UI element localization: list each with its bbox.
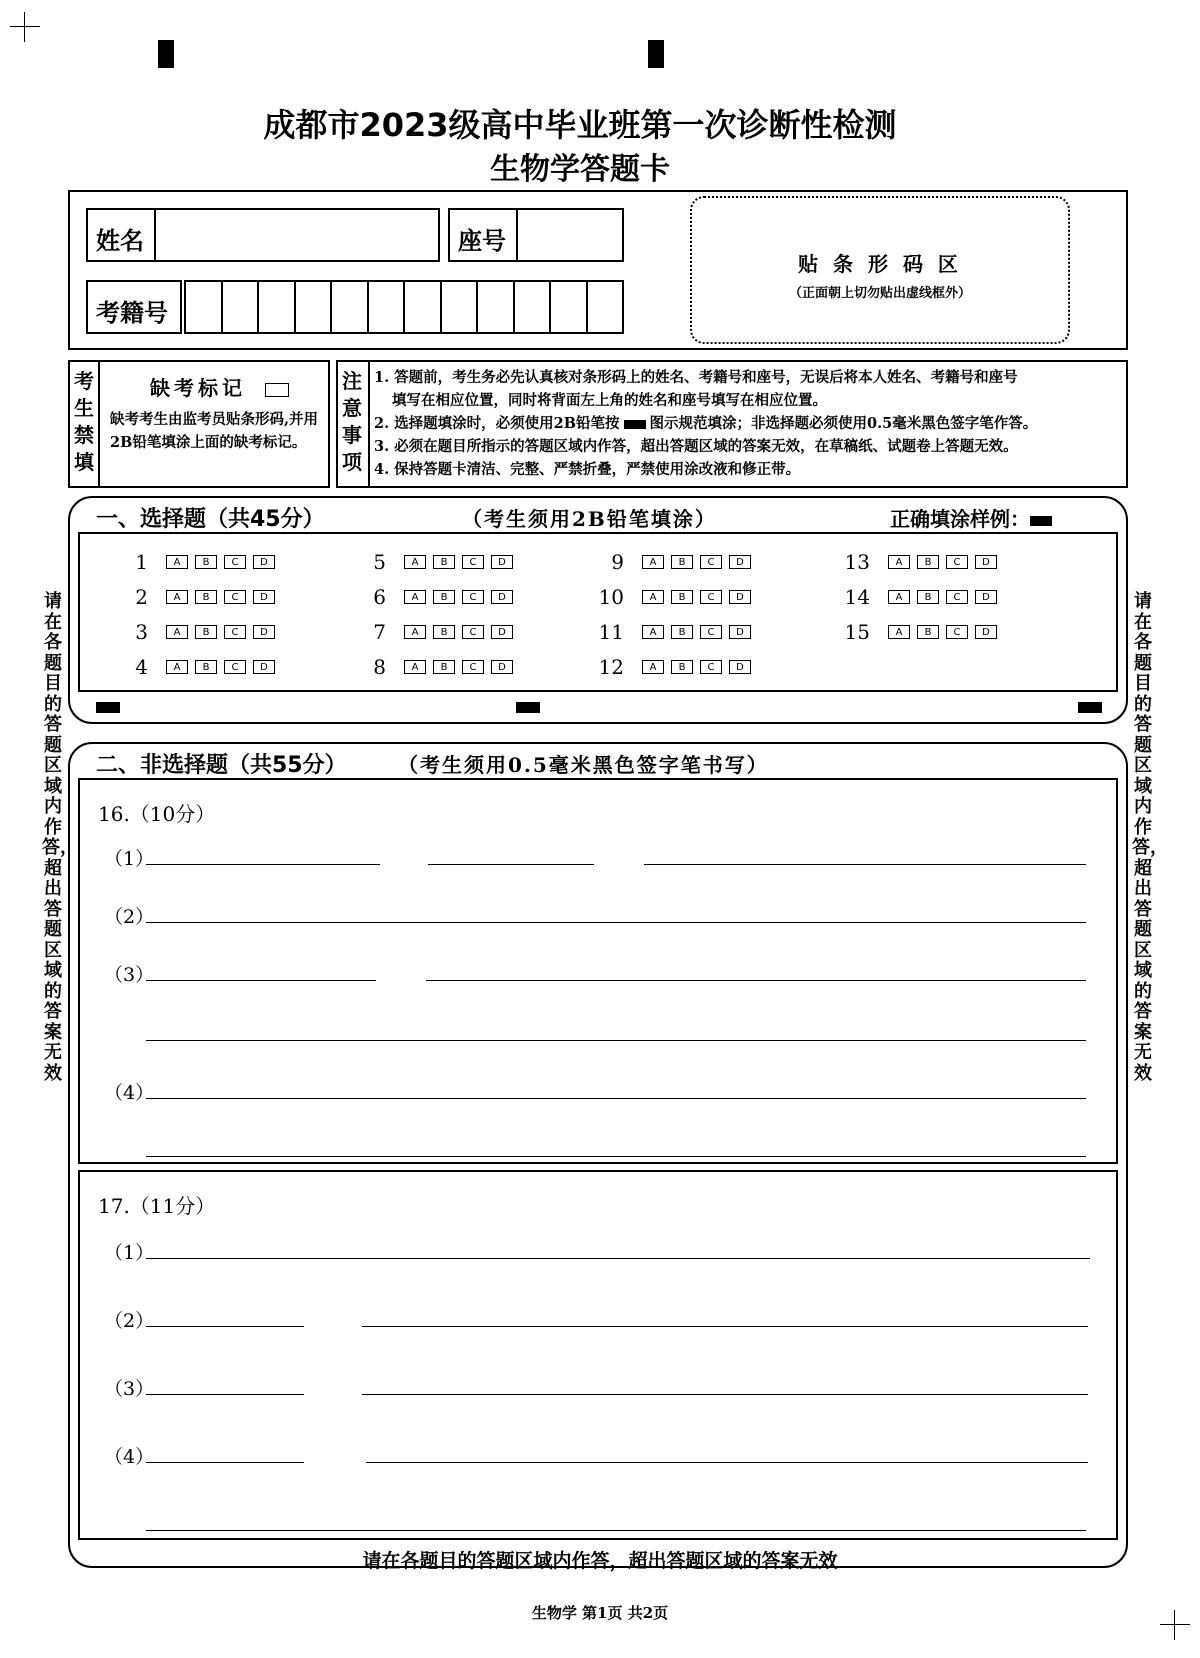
- option-bubble-a[interactable]: A: [642, 625, 664, 639]
- page-title: 成都市2023级高中毕业班第一次诊断性检测: [263, 106, 897, 144]
- section2-title: 二、非选择题（共55分）: [96, 753, 347, 778]
- option-bubble-b[interactable]: B: [195, 660, 217, 674]
- option-bubble-b[interactable]: B: [917, 590, 939, 604]
- option-bubble-a[interactable]: A: [888, 555, 910, 569]
- absent-mark-box[interactable]: [265, 383, 289, 397]
- barcode-title: 贴 条 形 码 区: [798, 252, 962, 276]
- option-bubble-c[interactable]: C: [700, 555, 722, 569]
- section1-instruction: （考生须用2B铅笔填涂）: [462, 507, 717, 531]
- exam-id-digit-box[interactable]: [184, 280, 223, 334]
- choice-question-8: [358, 655, 520, 679]
- question-number: 5: [373, 550, 386, 574]
- choice-question-14: [842, 585, 1004, 609]
- q16-part-3: （3）: [104, 964, 155, 986]
- option-bubble-d[interactable]: D: [491, 660, 513, 674]
- option-bubble-a[interactable]: A: [166, 625, 188, 639]
- question-number: 12: [598, 655, 624, 679]
- option-bubble-c[interactable]: C: [946, 625, 968, 639]
- choice-question-6: [358, 585, 520, 609]
- bottom-warning: 请在各题目的答题区域内作答，超出答题区域的答案无效: [362, 1550, 838, 1572]
- question-number: 13: [844, 550, 870, 574]
- exam-id-digit-box[interactable]: [440, 280, 479, 334]
- question-number: 11: [598, 620, 624, 644]
- option-bubble-d[interactable]: D: [975, 555, 997, 569]
- option-bubble-b[interactable]: B: [433, 590, 455, 604]
- option-bubble-d[interactable]: D: [253, 590, 275, 604]
- option-bubble-c[interactable]: C: [946, 555, 968, 569]
- option-bubble-d[interactable]: D: [729, 660, 751, 674]
- q17-label: 17.（11分）: [98, 1194, 216, 1218]
- page-footer: 生物学 第1页 共2页: [531, 1604, 669, 1622]
- question-number: 14: [844, 585, 870, 609]
- notes-line-4: 3. 必须在题目所指示的答题区域内作答，超出答题区域的答案无效，在草稿纸、试题卷上答题无效。: [374, 438, 1018, 455]
- option-bubble-b[interactable]: B: [433, 660, 455, 674]
- timing-mark: [648, 40, 664, 68]
- absent-instruction: 缺考考生由监考员贴条形码,并用2B铅笔填涂上面的缺考标记。: [110, 411, 319, 451]
- q17-part-2: （2）: [104, 1310, 155, 1332]
- option-bubble-a[interactable]: A: [404, 625, 426, 639]
- exam-id-digit-box[interactable]: [403, 280, 442, 334]
- option-bubble-a[interactable]: A: [166, 660, 188, 674]
- question-number: 3: [135, 620, 148, 644]
- option-bubble-c[interactable]: C: [700, 625, 722, 639]
- option-bubble-a[interactable]: A: [166, 555, 188, 569]
- answer-line[interactable]: [146, 980, 376, 981]
- option-bubble-b[interactable]: B: [917, 625, 939, 639]
- option-bubble-b[interactable]: B: [671, 590, 693, 604]
- q16-part-1: （1）: [104, 848, 155, 870]
- filled-sample-mark: [624, 420, 646, 429]
- section2-instruction: （考生须用0.5毫米黑色签字笔书写）: [398, 753, 769, 777]
- option-bubble-d[interactable]: D: [729, 625, 751, 639]
- choice-question-10: [596, 585, 758, 609]
- option-bubble-c[interactable]: C: [224, 590, 246, 604]
- option-bubble-d[interactable]: D: [729, 590, 751, 604]
- q17-part-1: （1）: [104, 1242, 155, 1264]
- question-number: 1: [135, 550, 148, 574]
- notes-line-5: 4. 保持答题卡清洁、完整、严禁折叠，严禁使用涂改液和修正带。: [374, 461, 801, 478]
- option-bubble-a[interactable]: A: [888, 625, 910, 639]
- choice-question-4: [120, 655, 282, 679]
- q16-area: [78, 778, 1118, 1164]
- absent-panel: [68, 360, 330, 488]
- option-bubble-d[interactable]: D: [491, 625, 513, 639]
- notes-line-3: 2. 选择题填涂时，必须使用2B铅笔按 图示规范填涂；非选择题必须使用0.5毫米黑色签字笔作答。: [374, 415, 1038, 432]
- answer-line[interactable]: [428, 864, 594, 865]
- option-bubble-b[interactable]: B: [671, 625, 693, 639]
- choice-question-7: [358, 620, 520, 644]
- question-number: 2: [135, 585, 148, 609]
- name-field[interactable]: [154, 208, 440, 262]
- question-number: 6: [373, 585, 386, 609]
- answer-line[interactable]: [362, 1394, 1088, 1395]
- option-bubble-a[interactable]: A: [404, 660, 426, 674]
- option-bubble-c[interactable]: C: [224, 660, 246, 674]
- option-bubble-b[interactable]: B: [195, 590, 217, 604]
- answer-line[interactable]: [146, 1040, 1086, 1041]
- question-number: 4: [135, 655, 148, 679]
- option-bubble-b[interactable]: B: [433, 555, 455, 569]
- option-bubble-d[interactable]: D: [253, 660, 275, 674]
- answer-line[interactable]: [146, 1258, 1090, 1259]
- page-subtitle: 生物学答题卡: [490, 152, 670, 187]
- option-bubble-d[interactable]: D: [975, 590, 997, 604]
- option-bubble-d[interactable]: D: [491, 590, 513, 604]
- side-warning-left: 请在各题目的答题区域内作答，超出答题区域的答案无效: [42, 591, 78, 1084]
- option-bubble-a[interactable]: A: [888, 590, 910, 604]
- answer-line[interactable]: [146, 864, 380, 865]
- question-number: 15: [844, 620, 870, 644]
- question-number: 10: [598, 585, 624, 609]
- q16-part-2: （2）: [104, 906, 155, 928]
- answer-line[interactable]: [146, 1394, 304, 1395]
- exam-id-digit-box[interactable]: [367, 280, 406, 334]
- answer-line[interactable]: [644, 864, 1086, 865]
- exam-id-digit-box[interactable]: [330, 280, 369, 334]
- option-bubble-d[interactable]: D: [253, 625, 275, 639]
- option-bubble-a[interactable]: A: [404, 555, 426, 569]
- option-bubble-c[interactable]: C: [224, 625, 246, 639]
- barcode-note: （正面朝上切勿贴出虚线框外）: [788, 286, 971, 301]
- answer-line[interactable]: [426, 980, 1086, 981]
- option-bubble-a[interactable]: A: [166, 590, 188, 604]
- option-bubble-c[interactable]: C: [462, 590, 484, 604]
- option-bubble-d[interactable]: D: [729, 555, 751, 569]
- choice-question-13: [842, 550, 1004, 574]
- option-bubble-c[interactable]: C: [946, 590, 968, 604]
- question-number: 7: [373, 620, 386, 644]
- option-bubble-c[interactable]: C: [462, 555, 484, 569]
- choice-question-9: [596, 550, 758, 574]
- q17-part-3: （3）: [104, 1378, 155, 1400]
- answer-line[interactable]: [146, 1462, 304, 1463]
- choice-question-1: [120, 550, 282, 574]
- option-bubble-a[interactable]: A: [404, 590, 426, 604]
- option-bubble-a[interactable]: A: [642, 590, 664, 604]
- exam-id-digit-box[interactable]: [549, 280, 588, 334]
- option-bubble-b[interactable]: B: [195, 555, 217, 569]
- option-bubble-c[interactable]: C: [700, 590, 722, 604]
- seat-label-cell: 座号: [448, 208, 518, 262]
- answer-line[interactable]: [146, 1326, 304, 1327]
- notes-side-label: 注意事项: [342, 369, 362, 474]
- absent-side-label: 考生禁填: [74, 369, 94, 474]
- option-bubble-a[interactable]: A: [642, 660, 664, 674]
- section1-title: 一、选择题（共45分）: [96, 507, 325, 532]
- option-bubble-d[interactable]: D: [491, 555, 513, 569]
- name-label-cell: 姓名: [86, 208, 156, 262]
- choice-question-3: [120, 620, 282, 644]
- answer-line[interactable]: [146, 1098, 1086, 1099]
- notes-line-1: 1. 答题前，考生务必先认真核对条形码上的姓名、考籍号和座号，无误后将本人姓名、考籍号和座号: [374, 369, 1018, 386]
- sample-filled-bubble: [1030, 516, 1052, 526]
- exam-id-digit-box[interactable]: [586, 280, 625, 334]
- answer-line[interactable]: [362, 1326, 1088, 1327]
- question-number: 9: [611, 550, 624, 574]
- option-bubble-b[interactable]: B: [433, 625, 455, 639]
- choice-question-2: [120, 585, 282, 609]
- option-bubble-a[interactable]: A: [642, 555, 664, 569]
- choice-question-12: [596, 655, 758, 679]
- exam-id-digit-box[interactable]: [476, 280, 515, 334]
- answer-line[interactable]: [146, 1156, 1086, 1157]
- registration-mark-top-left: [10, 12, 40, 42]
- exam-id-digit-box[interactable]: [257, 280, 296, 334]
- q16-label: 16.（10分）: [98, 802, 216, 826]
- question-number: 8: [373, 655, 386, 679]
- option-bubble-c[interactable]: C: [224, 555, 246, 569]
- option-bubble-d[interactable]: D: [975, 625, 997, 639]
- barcode-area[interactable]: [690, 196, 1070, 344]
- option-bubble-c[interactable]: C: [462, 625, 484, 639]
- choice-question-15: [842, 620, 1004, 644]
- exam-id-label-cell: 考籍号: [86, 280, 182, 334]
- option-bubble-c[interactable]: C: [700, 660, 722, 674]
- timing-mark: [1078, 702, 1102, 713]
- option-bubble-b[interactable]: B: [671, 660, 693, 674]
- exam-id-digit-box[interactable]: [294, 280, 333, 334]
- choice-question-5: [358, 550, 520, 574]
- answer-line[interactable]: [366, 1462, 1088, 1463]
- sample-fill: 正确填涂样例：: [890, 503, 1052, 532]
- answer-line[interactable]: [146, 1530, 1086, 1531]
- answer-line[interactable]: [146, 922, 1086, 923]
- notes-line-2: 填写在相应位置，同时将背面左上角的姓名和座号填写在相应位置。: [392, 392, 827, 409]
- q16-part-4: （4）: [104, 1082, 155, 1104]
- seat-field[interactable]: [516, 208, 624, 262]
- timing-mark: [516, 702, 540, 713]
- absent-mark-title: 缺考标记: [150, 372, 289, 401]
- option-bubble-b[interactable]: B: [671, 555, 693, 569]
- option-bubble-b[interactable]: B: [917, 555, 939, 569]
- q17-part-4: （4）: [104, 1446, 155, 1468]
- side-warning-right: 请在各题目的答题区域内作答，超出答题区域的答案无效: [1132, 591, 1168, 1084]
- option-bubble-c[interactable]: C: [462, 660, 484, 674]
- option-bubble-b[interactable]: B: [195, 625, 217, 639]
- timing-mark: [158, 40, 174, 68]
- exam-id-digit-box[interactable]: [221, 280, 260, 334]
- exam-id-digit-box[interactable]: [513, 280, 552, 334]
- option-bubble-d[interactable]: D: [253, 555, 275, 569]
- notes-panel: [336, 360, 1128, 488]
- choice-question-11: [596, 620, 758, 644]
- timing-mark: [96, 702, 120, 713]
- q17-area: [78, 1170, 1118, 1540]
